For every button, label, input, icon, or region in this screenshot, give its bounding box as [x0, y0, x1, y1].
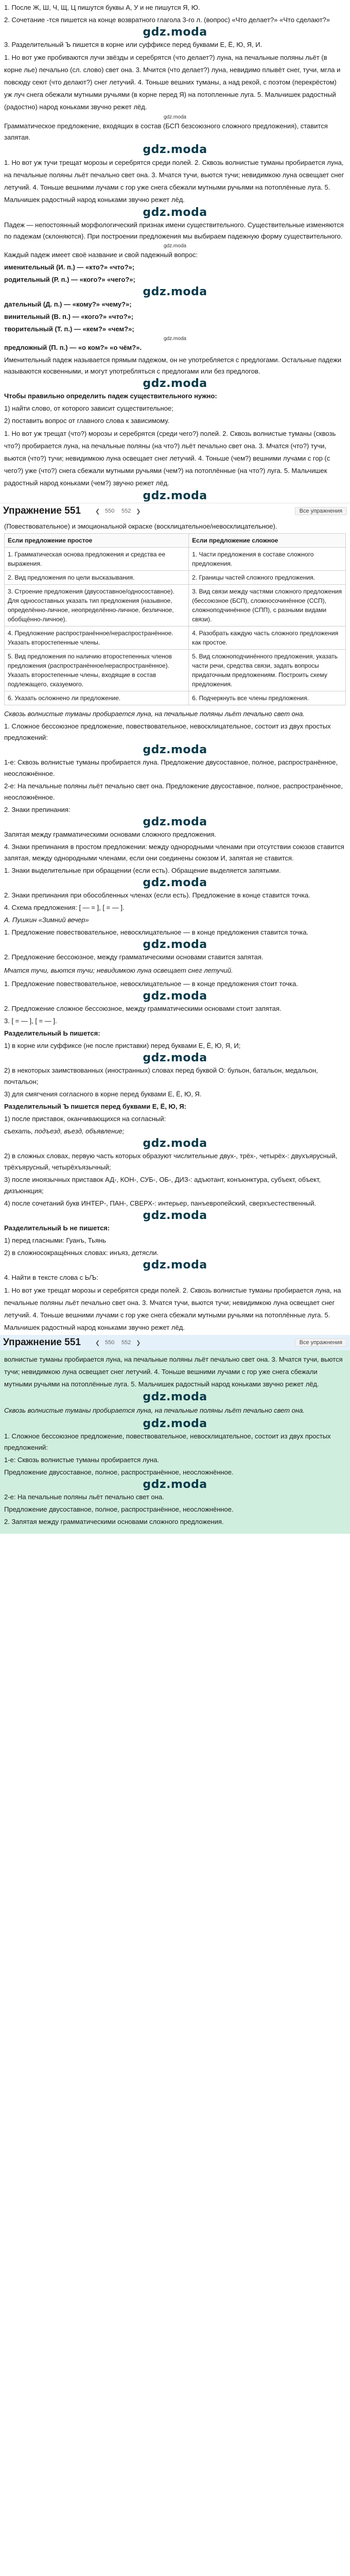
text-line: 2. Сочетание -тся пишется на конце возвратного глагола 3-го л. (вопрос) «Что делает?» «Что сделают?»	[4, 16, 330, 24]
text-line: 1. Но вот уже пробиваются лучи звёзды и серебрятся (что делает?) луна, на печальные поляны льёт (в корне лье) печально (сл. слово) свет она. 3. Мчится (что делает?) луна, невидимо плывёт снег, тучи, мгла и повсюду сеют (что делают?) снег летучий. 4. Тоньше вешних туманы, а над рекой, с поэтом (перекрёстом) уж луч снега обежали мутными ручьями (в корне перед Я) на потопленные луга. 5. Мальчишек радостный (радостно) народ коньками звучно режет лёд.	[4, 54, 341, 111]
watermark: gdz.moda	[143, 26, 207, 39]
case-item: родительный (Р. п.) — «кого?» «чего?»;	[4, 276, 135, 283]
text-line: Чтобы правильно определить падеж существительного нужно:	[4, 392, 217, 400]
table-row	[5, 585, 346, 626]
example-sentence: Мчатся тучи, вьются тучи; невидимкою луна освещает снег летучий.	[4, 967, 233, 974]
text-line: съехать, подъезд, въезд, объявление;	[4, 1127, 125, 1135]
text-line: Предложение двусоставное, полное, распространённое, неосложнённое.	[4, 1468, 234, 1476]
text-line: 2) поставить вопрос от главного слова к зависимому.	[4, 417, 170, 425]
table-row	[5, 650, 346, 691]
watermark: gdz.moda	[143, 1052, 207, 1064]
part-1	[0, 0, 350, 502]
text-line: 3) для смягчения согласного в корне перед буквами Е, Ё, Ю, Я.	[4, 1090, 202, 1098]
chevron-left-icon[interactable]: ❮	[95, 508, 100, 515]
case-item: винительный (В. п.) — «кого?» «что?»;	[4, 313, 134, 320]
watermark: gdz.moda	[143, 1417, 207, 1430]
watermark: gdz.moda	[143, 1478, 207, 1491]
text-line: 2. Предложение сложное бессоюзное, между грамматическими основами стоит запятая.	[4, 1005, 282, 1012]
exercise-title: Упражнение 551	[3, 505, 81, 516]
watermark-small: gdz.moda	[164, 336, 186, 342]
table-cell: 3. Вид связи между частями сложного предложения (бессоюзное (БСП), сложносочинённое (ССП), сложноподчинённое (СПП), с разными видами связи).	[189, 585, 346, 626]
comparison-table	[4, 533, 346, 705]
table-cell: 5. Вид сложноподчинённого предложения, указать части речи, средства связи, задать вопросы придаточным предложениям. Построить схему предложения.	[189, 650, 346, 691]
watermark-small: gdz.moda	[164, 243, 186, 249]
case-item: именительный (И. п.) — «кто?» «что?»;	[4, 263, 135, 271]
text-line: 3. [ = — ], [ = — ].	[4, 1017, 57, 1025]
watermark: gdz.moda	[143, 206, 207, 219]
watermark: gdz.moda	[143, 1391, 207, 1403]
exercise-title: Упражнение 551	[3, 1337, 81, 1348]
text-line: 3. Разделительный Ъ пишется в корне или суффиксе перед буквами Е, Ё, Ю, Я, И.	[4, 41, 262, 48]
rule-heading: Разделительный Ь пишется:	[4, 1029, 100, 1037]
watermark: gdz.moda	[143, 285, 207, 298]
table-cell: 3. Строение предложения (двусоставное/односоставное). Для односоставных указать тип предложения (назывное, определённо-личное, неопределённо-личное, безличное, обобщённо-личное).	[5, 585, 189, 626]
text-line: 1. Сложное бессоюзное предложение, повествовательное, невосклицательное, состоит из двух простых предложений:	[4, 722, 331, 741]
text-line: 1. Сложное бессоюзное предложение, повествовательное, невосклицательное, состоит из двух простых предложений:	[4, 1432, 331, 1451]
case-item: дательный (Д. п.) — «кому?» «чему?»;	[4, 300, 132, 308]
watermark: gdz.moda	[143, 377, 207, 390]
table-cell: 5. Вид предложения по наличию второстепенных членов предложения (распространённое/нераспространённое). Указать второстепенные члены, входящие в состав подлежащего, сказуемого.	[5, 650, 189, 691]
next-exercise-link[interactable]: 552	[121, 508, 131, 514]
chevron-right-icon[interactable]: ❯	[136, 1340, 141, 1346]
table-row	[5, 548, 346, 571]
watermark: gdz.moda	[143, 1137, 207, 1150]
text-line: 2. Знаки препинания при обособленных членах (если есть). Предложение в конце ставится точка.	[4, 891, 310, 899]
text-line: Запятая между грамматическими основами сложного предложения.	[4, 831, 217, 838]
comparison-section	[0, 519, 350, 705]
text-line: 4) после сочетаний букв ИНТЕР-, ПАН-, СВЕРХ-: интерьер, панъевропейский, сверхъестественный.	[4, 1199, 317, 1207]
watermark: gdz.moda	[143, 1209, 207, 1222]
prev-exercise-link[interactable]: 550	[105, 1340, 115, 1346]
text-line: Падеж — непостоянный морфологический признак имени существительного. Существительные изменяются по падежам (склоняются). При построении предложения мы выбираем падежную форму существительного.	[4, 221, 344, 240]
pager	[95, 507, 141, 515]
table-row	[5, 626, 346, 650]
watermark: gdz.moda	[143, 990, 207, 1003]
watermark: gdz.moda	[143, 489, 207, 502]
text-line: Каждый падеж имеет своё название и свой падежный вопрос:	[4, 251, 198, 259]
watermark: gdz.moda	[143, 1259, 207, 1272]
text-line: 1) найти слово, от которого зависит существительное;	[4, 404, 173, 412]
text-line: (Повествовательное) и эмоциональной окраске (восклицательное/невосклицательное).	[4, 522, 277, 530]
watermark: gdz.moda	[143, 876, 207, 889]
text-line: 2) в некоторых заимствованных (иностранных) словах перед буквой О: бульон, батальон, медальон, почтальон;	[4, 1066, 318, 1086]
exercise-nav-bar	[0, 503, 350, 519]
text-line: Именительный падеж называется прямым падежом, он не употребляется с предлогами. Остальные падежи называются косвенными, и могут употребляться с предлогами или без предлогов.	[4, 356, 342, 375]
watermark: gdz.moda	[143, 938, 207, 951]
case-item: творительный (Т. п.) — «кем?» «чем?»;	[4, 325, 134, 333]
watermark: gdz.moda	[143, 143, 207, 156]
prev-exercise-link[interactable]: 550	[105, 508, 115, 514]
text-line: 2. Знаки препинания:	[4, 806, 71, 814]
all-exercises-button[interactable]: Все упражнения	[295, 1338, 347, 1347]
table-cell: 2. Вид предложения по цели высказывания.	[5, 571, 189, 585]
text-line: 1. После Ж, Ш, Ч, Щ, Ц пишутся буквы А, У и не пишутся Я, Ю.	[4, 4, 200, 11]
table-cell: 1. Части предложения в составе сложного предложения.	[189, 548, 346, 571]
table-cell: 4. Предложение распространённое/нераспространённое. Указать второстепенные члены.	[5, 626, 189, 650]
chevron-left-icon[interactable]: ❮	[95, 1340, 100, 1346]
table-row	[5, 571, 346, 585]
table-header: Если предложение сложное	[189, 534, 346, 548]
watermark-small: gdz.moda	[164, 114, 186, 120]
text-line: 1. Но вот уж трещат (что?) морозы и серебрятся (среди чего?) полей. 2. Сквозь волнистые туманы (сквозь что?) пробирается луна, на печальные поляны (на что?) льёт печально свет она. 3. Мчатся (что?) тучи, вьются (что?) тучи; невидимкою луна освещает снег летучий. 4. Тоньше (чем?) вешними лучами с гор (с чего?) уже (что?) снега сбежали мутными ручьями (чем?) на потоплённые (на что?) луга. 5. Мальчишек радостный народ коньками (чем?) звучно режет лёд.	[4, 430, 336, 487]
text-line: 1. Предложение повествовательное, невосклицательное — в конце предложения стоит точка.	[4, 980, 298, 988]
text-line: волнистые туманы пробирается луна, на печальные поляны льёт печально свет она. 3. Мчатся тучи, вьются тучи; невидимкою луна освещает снег летучий. 4. Тоньше вешними лучами с гор уже снега сбежали мутными ручьями на потоплённые луга. 5. Мальчишек радостный народ коньками звучно режет лёд.	[4, 1355, 343, 1388]
text-line: 1. Знаки выделительные при обращении (если есть). Обращение выделяется запятыми.	[4, 867, 281, 874]
chevron-right-icon[interactable]: ❯	[136, 508, 141, 515]
table-cell: 1. Грамматическая основа предложения и средства ее выражения.	[5, 548, 189, 571]
text-line: Грамматическое предложение, входящих в состав (БСП безсоюзного сложного предложения), ставится запятая.	[4, 122, 328, 141]
next-exercise-link[interactable]: 552	[121, 1340, 131, 1346]
rule-heading: Разделительный Ъ пишется перед буквами Е, Ё, Ю, Я:	[4, 1103, 186, 1110]
example-sentence: Сквозь волнистые туманы пробирается луна, на печальные поляны льёт печально свет она.	[4, 1406, 305, 1414]
text-line: 2. Предложение бессоюзное, между грамматическими основами ставится запятая.	[4, 953, 264, 961]
text-line: 1. Но вот уже трещат морозы и серебрятся среди полей. 2. Сквозь волнистые туманы пробирается луна, на печальные поляны льёт печально свет она. 3. Мчатся тучи, вьются тучи; невидимкою луна освещает снег летучий. 4. Тоньше вешними лучами с гор уже снега сбежали мутными ручьями на потоплённые луга. 5. Мальчишек радостный народ коньками звучно режет лёд.	[4, 1286, 341, 1331]
text-line: Предложение двусоставное, полное, распространённое, неосложнённое.	[4, 1505, 234, 1513]
pager	[95, 1338, 141, 1347]
table-cell: 6. Подчеркнуть все члены предложения.	[189, 691, 346, 705]
text-line: 2) в сложносокращённых словах: инъяз, детясли.	[4, 1249, 159, 1257]
case-item: предложный (П. п.) — «о ком?» «о чём?».	[4, 344, 142, 351]
exercise-nav-bar-2	[0, 1335, 350, 1350]
watermark: gdz.moda	[143, 743, 207, 756]
text-line: 1) после приставок, оканчивающихся на согласный:	[4, 1115, 166, 1123]
text-line: 1-е: Сквозь волнистые туманы пробирается луна. Предложение двусоставное, полное, распространённое, неосложнённое.	[4, 758, 338, 777]
text-line: 2) в сложных словах, первую часть которых образуют числительные двух-, трёх-, четырёх-: двухъярусный, трёхъярусный, четырёхъязычный;	[4, 1152, 338, 1171]
table-cell: 2. Границы частей сложного предложения.	[189, 571, 346, 585]
text-line: 1. Но вот уж тучи трещат морозы и серебрятся среди полей. 2. Сквозь волнистые туманы пробирается луна, на печальные поляны льёт печально свет она. 3. Мчатся тучи, вьются тучи; невидимкою луна освещает снег летучий. 4. Тоньше вешними лучами с гор уже снега сбежали мутными ручьями на потоплённые луга. 5. Мальчишек радостный народ коньками звучно режет лёд.	[4, 159, 344, 204]
all-exercises-button[interactable]: Все упражнения	[295, 507, 347, 515]
table-cell: 6. Указать осложнено ли предложение.	[5, 691, 189, 705]
table-header: Если предложение простое	[5, 534, 189, 548]
text-line: 2-е: На печальные поляны льёт печально свет она. Предложение двусоставное, полное, распространённое, неосложнённое.	[4, 782, 343, 801]
table-row	[5, 691, 346, 705]
text-line: 4. Знаки препинания в простом предложении: между однородными членами при отсутствии союзов ставится запятая, между однородными членами, если они соединены союзом И, запятая не ставится.	[4, 843, 344, 862]
part-2	[0, 705, 350, 1334]
part-3	[0, 1350, 350, 1534]
text-line: А. Пушкин «Зимний вечер»	[4, 916, 89, 924]
text-line: 2-е: На печальные поляны льёт печально свет она.	[4, 1493, 164, 1501]
text-line: 2. Запятая между грамматическими основами сложного предложения.	[4, 1518, 224, 1526]
text-line: 1) в корне или суффиксе (не после приставки) перед буквами Е, Ё, Ю, Я, И;	[4, 1042, 241, 1049]
watermark: gdz.moda	[143, 816, 207, 828]
table-cell: 4. Разобрать каждую часть сложного предложения как простое.	[189, 626, 346, 650]
text-line: 4. Найти в тексте слова с Ь/Ъ:	[4, 1274, 98, 1281]
example-sentence: Сквозь волнистые туманы пробирается луна, на печальные поляны льёт печально свет она.	[4, 710, 305, 718]
text-line: 1) перед гласными: Гуанъ, Тьянь	[4, 1236, 106, 1244]
rule-heading: Разделительный Ь не пишется:	[4, 1224, 110, 1232]
text-line: 3) после иноязычных приставок АД-, КОН-, СУБ-, ОБ-, ДИЗ-: адъютант, конъюнктура, субъект, объект, дизъюнкция;	[4, 1176, 321, 1195]
text-line: 1. Предложение повествовательное, невосклицательное — в конце предложения ставится точка.	[4, 928, 309, 936]
text-line: 4. Схема предложения: [ — = ], [ = — ].	[4, 904, 125, 911]
text-line: 1-е: Сквозь волнистые туманы пробирается луна.	[4, 1456, 159, 1464]
